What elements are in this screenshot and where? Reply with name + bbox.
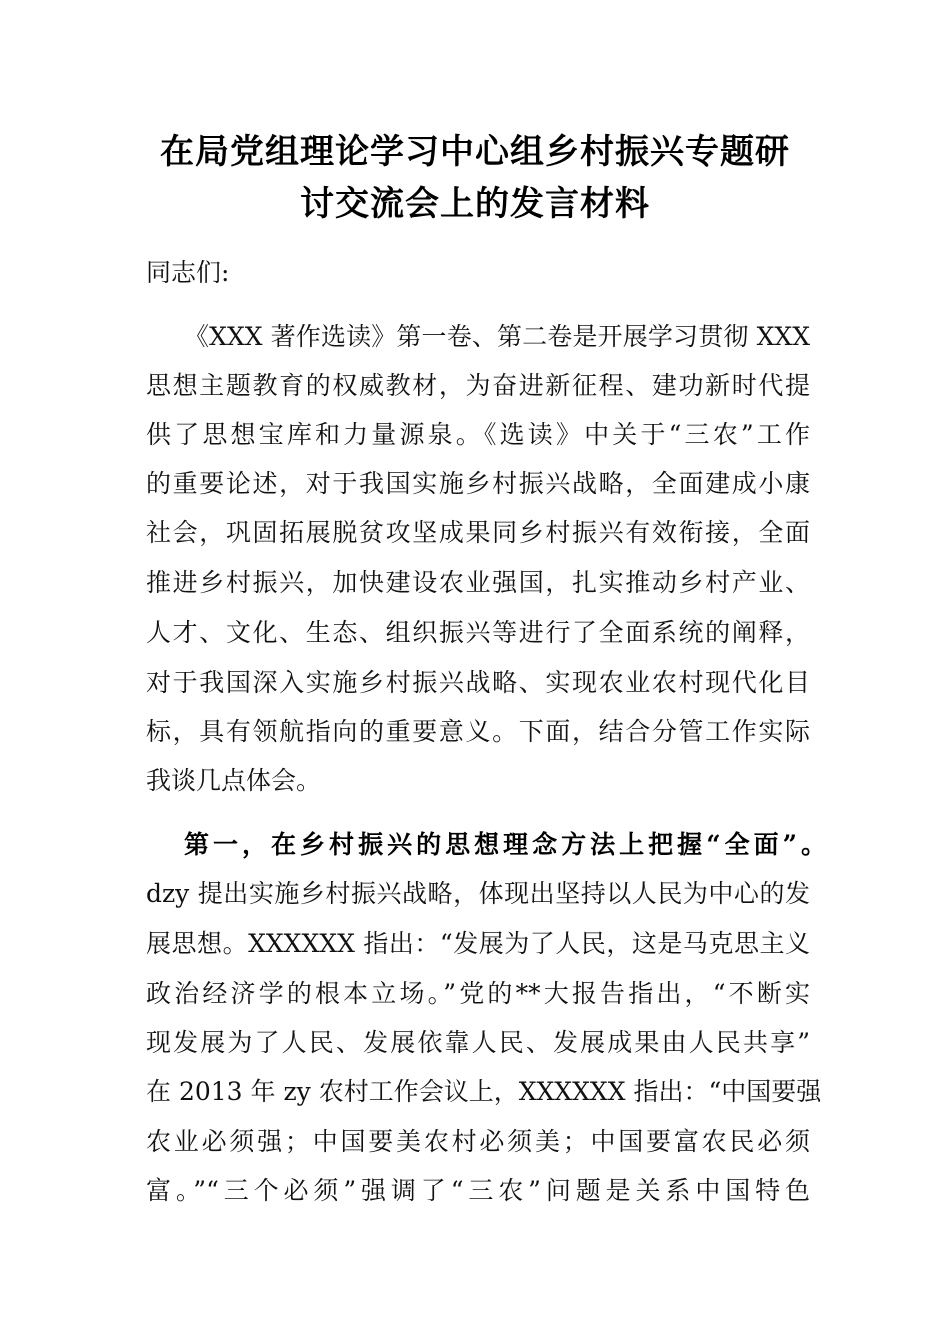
paragraph-1-line: 的重要论述，对于我国实施乡村振兴战略，全面建成小康 <box>146 469 810 498</box>
paragraph-2-line: 政治经济学的根本立场。”党的**大报告指出，“不断实 <box>146 979 810 1008</box>
paragraph-1-line: 社会，巩固拓展脱贫攻坚成果同乡村振兴有效衔接，全面 <box>146 518 810 547</box>
paragraph-2-line: 现发展为了人民、发展依靠人民、发展成果由人民共享” <box>146 1028 810 1057</box>
document-title-line-2: 讨交流会上的发言材料 <box>300 184 650 224</box>
paragraph-1-line: 对于我国深入实施乡村振兴战略、实现农业农村现代化目 <box>146 668 810 697</box>
paragraph-1-line: 人才、文化、生态、组织振兴等进行了全面系统的阐释， <box>146 618 810 647</box>
paragraph-2-line: 富。”“三个必须”强调了“三农”问题是关系中国特色 <box>146 1176 810 1205</box>
document-title-line-1: 在局党组理论学习中心组乡村振兴专题研 <box>160 132 790 172</box>
paragraph-1-line: 推进乡村振兴，加快建设农业强国，扎实推动乡村产业、 <box>146 568 810 597</box>
salutation: 同志们: <box>146 258 230 287</box>
paragraph-1-line: 我谈几点体会。 <box>146 766 322 795</box>
paragraph-2-line: 在 2013 年 zy 农村工作会议上，XXXXXX 指出：“中国要强 <box>146 1077 822 1106</box>
paragraph-2-line: dzy 提出实施乡村振兴战略，体现出坚持以人民为中心的发 <box>146 879 810 908</box>
paragraph-1-line: 思想主题教育的权威教材，为奋进新征程、建功新时代提 <box>146 371 810 400</box>
paragraph-2-line: 农业必须强；中国要美农村必须美；中国要富农民必须 <box>146 1127 810 1156</box>
section-heading-1: 第一，在乡村振兴的思想理念方法上把握“全面”。 <box>184 830 826 859</box>
paragraph-1-line: 《XXX 著作选读》第一卷、第二卷是开展学习贯彻 XXX <box>184 322 810 351</box>
paragraph-1-line: 供了思想宝库和力量源泉。《选读》中关于“三农”工作 <box>146 420 810 449</box>
paragraph-2-line: 展思想。XXXXXX 指出：“发展为了人民，这是马克思主义 <box>146 929 810 958</box>
paragraph-1-line: 标，具有领航指向的重要意义。下面，结合分管工作实际 <box>146 717 810 746</box>
